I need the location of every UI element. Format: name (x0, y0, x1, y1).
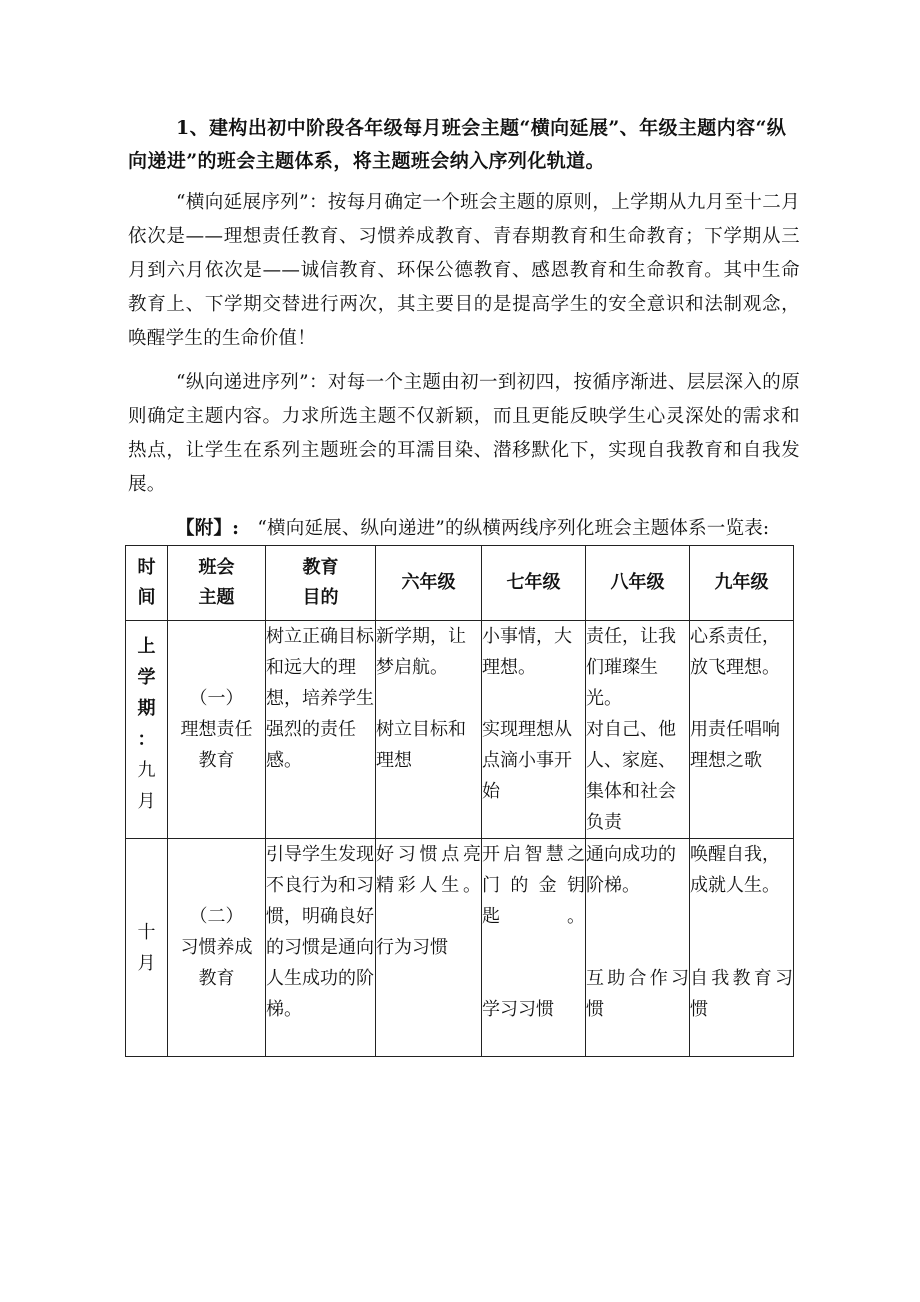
row1-grade-8-sub: 对自己、他人、家庭、集体和社会负责 (586, 719, 676, 833)
row1-grade-9-sub: 用责任唱响理想之歌 (690, 719, 780, 771)
row2-grade-7-title: 开启智慧之门的金钥匙。 (482, 844, 585, 927)
header-grade-7: 七年级 (482, 546, 586, 621)
row2-theme: （二） 习惯养成 教育 (168, 839, 266, 1057)
horizontal-sequence-paragraph: “横向延展序列”：按每月确定一个班会主题的原则，上学期从九月至十二月依次是——理想责任教育、习惯养成教育、青春期教育和生命教育；下学期从三月到六月依次是——诚信教育、环保公德教育、感恩教育和生命教育。其中生命教育上、下学期交替进行两次，其主要目的是提高学生的安全意识和法制观念，唤醒学生的生命价值！ (128, 192, 800, 349)
appendix-caption (176, 514, 769, 544)
header-grade-9: 九年级 (690, 546, 794, 621)
header-grade-6: 六年级 (376, 546, 482, 621)
header-time: 时 间 (126, 546, 168, 621)
vertical-sequence-paragraph: “纵向递进序列”：对每一个主题由初一到初四，按循序渐进、层层深入的原则确定主题内容。力求所选主题不仅新颖，而且更能反映学生心灵深处的需求和热点，让学生在系列主题班会的耳濡目染、潜移默化下，实现自我教育和自我发展。 (128, 372, 800, 495)
row2-grade-9-sub: 自我教育习惯 (690, 968, 793, 1020)
header-theme: 班会 主题 (168, 546, 266, 621)
row2-grade-6-title: 好习惯点亮精彩人生。 (376, 844, 481, 896)
row2-grade-8 (586, 839, 690, 1057)
header-grade-8: 八年级 (586, 546, 690, 621)
row1-grade-8-title: 责任，让我们璀璨生光。 (586, 626, 676, 709)
row2-grade-6 (376, 839, 482, 1057)
header-purpose: 教育 目的 (266, 546, 376, 621)
row1-grade-9 (690, 621, 794, 839)
table-row (126, 621, 794, 839)
row1-grade-7-sub: 实现理想从点滴小事开始 (482, 719, 572, 802)
row1-grade-6 (376, 621, 482, 839)
appendix-tag: 【附】: (176, 518, 240, 539)
row1-grade-9-title: 心系责任，放飞理想。 (690, 626, 780, 678)
theme-system-table (125, 545, 794, 1057)
row2-time: 十 月 (126, 839, 168, 1057)
row2-grade-8-title: 通向成功的阶梯。 (586, 844, 676, 896)
row2-grade-9 (690, 839, 794, 1057)
row1-grade-7-title: 小事情，大理想。 (482, 626, 572, 678)
row1-grade-8 (586, 621, 690, 839)
row1-purpose: 树立正确目标和远大的理想，培养学生强烈的责任感。 (266, 621, 376, 839)
row2-grade-9-title: 唤醒自我，成就人生。 (690, 844, 780, 896)
section-heading: 1、建构出初中阶段各年级每月班会主题“横向延展”、年级主题内容“纵向递进”的班会主题体系，将主题班会纳入序列化轨道。 (128, 117, 787, 172)
appendix-text: “横向延展、纵向递进”的纵横两线序列化班会主题体系一览表: (257, 518, 770, 539)
row1-theme: （一） 理想责任 教育 (168, 621, 266, 839)
row1-grade-7 (482, 621, 586, 839)
row2-grade-7-sub: 学习习惯 (482, 999, 554, 1020)
row1-grade-6-sub: 树立目标和理想 (376, 719, 466, 771)
row1-grade-6-title: 新学期，让梦启航。 (376, 626, 466, 678)
table-header-row (126, 546, 794, 621)
row2-grade-8-sub: 互助合作习惯 (586, 968, 689, 1020)
row1-time: 上 学 期 ： 九 月 (126, 621, 168, 839)
table-row (126, 839, 794, 1057)
row2-purpose: 引导学生发现不良行为和习惯，明确良好的习惯是通向人生成功的阶梯。 (266, 839, 376, 1057)
row2-grade-7 (482, 839, 586, 1057)
row2-grade-6-sub: 行为习惯 (376, 937, 448, 958)
